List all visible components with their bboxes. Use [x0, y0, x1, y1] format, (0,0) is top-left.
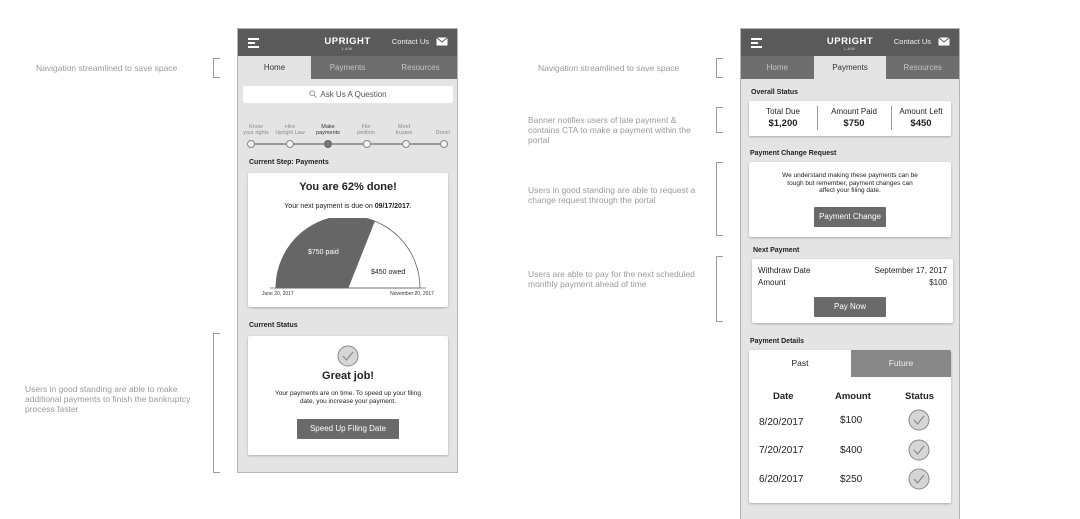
mail-icon[interactable]	[436, 37, 448, 46]
tab-resources[interactable]: Resources	[903, 63, 942, 72]
bracket-right-paynext	[716, 256, 723, 322]
phone-payments-screen	[740, 28, 960, 519]
search-placeholder: Ask Us A Question	[320, 90, 387, 99]
row-amount: $250	[840, 474, 863, 485]
current-step-label: Current Step: Payments	[249, 159, 329, 166]
withdraw-date-value: September 17, 2017	[874, 266, 947, 275]
column-header-status: Status	[905, 391, 935, 402]
gauge-start-date: June 20, 2017	[262, 291, 294, 297]
row-date: 8/20/2017	[759, 417, 804, 428]
payment-change-label: Payment Change Request	[750, 150, 837, 157]
status-title: Great job!	[322, 370, 374, 382]
status-text: Your payments are on time. To speed up your filing date, you increase your payment.	[275, 390, 421, 405]
amount-paid	[817, 101, 891, 135]
pay-now-button[interactable]: Pay Now	[814, 297, 886, 317]
step-label-know: Know your rights	[243, 124, 269, 136]
tab-home[interactable]: Home	[238, 56, 311, 79]
contact-us-link[interactable]: Contact Us	[893, 37, 931, 46]
step-label-payments: Make payments	[316, 124, 340, 136]
row-amount: $400	[840, 445, 863, 456]
bracket-right-nav	[716, 58, 723, 78]
current-status-label: Current Status	[249, 322, 298, 329]
logo-subtitle: LAW	[341, 46, 354, 51]
amount-label: Amount	[758, 278, 786, 287]
main-tabs	[238, 56, 457, 79]
top-bar	[238, 29, 457, 56]
tab-payments[interactable]: Payments	[814, 56, 887, 79]
total-due-value: $1,200	[768, 118, 798, 129]
row-date: 7/20/2017	[759, 445, 804, 456]
withdraw-date-label: Withdraw Date	[758, 266, 811, 275]
logo[interactable]: UPRIGHT	[826, 36, 874, 47]
amount-left	[891, 101, 951, 135]
payment-change-card	[749, 162, 951, 237]
speed-up-filing-button[interactable]: Speed Up Filing Date	[297, 419, 399, 439]
step-label-file: File petition	[357, 124, 375, 136]
check-circle-icon	[908, 439, 930, 461]
overall-status-label: Overall Status	[751, 89, 799, 96]
annotation-left-nav: Navigation streamlined to save space	[36, 63, 178, 73]
payment-details-label: Payment Details	[750, 338, 805, 345]
progress-card	[248, 173, 448, 307]
overall-status-banner	[749, 101, 951, 136]
payment-change-button[interactable]: Payment Change	[814, 207, 886, 227]
annotation-left-payments: Users in good standing are able to make additional payments to finish the bankruptcy process faster	[25, 384, 191, 414]
progress-title: You are 62% done!	[299, 181, 397, 193]
total-due-label: Total Due	[766, 107, 800, 116]
status-card	[248, 336, 448, 455]
check-circle-icon	[337, 345, 359, 367]
phone-home-screen	[237, 28, 458, 473]
logo[interactable]: UPRIGHT	[324, 36, 371, 47]
details-tab-past[interactable]: Past	[749, 350, 851, 377]
step-label-meet: Meet trustee	[395, 124, 413, 136]
bracket-left-payments	[213, 333, 220, 473]
check-circle-icon	[908, 409, 930, 431]
details-tab-future[interactable]: Future	[851, 350, 951, 377]
stepper-line	[252, 143, 444, 145]
annotation-right-banner: Banner notifies users of late payment & contains CTA to make a payment within the portal	[528, 115, 691, 145]
row-date: 6/20/2017	[759, 474, 804, 485]
column-header-amount: Amount	[835, 391, 871, 402]
tab-payments[interactable]: Payments	[329, 63, 366, 72]
bracket-left-nav	[213, 58, 220, 78]
contact-us-link[interactable]: Contact Us	[391, 37, 429, 46]
gauge-end-date: November 20, 2017	[390, 291, 434, 297]
bracket-right-banner	[716, 107, 723, 133]
annotation-right-paynext: Users are able to pay for the next scheduled monthly payment ahead of time	[528, 269, 695, 289]
next-payment-label: Next Payment	[753, 247, 800, 254]
payment-details-card	[749, 350, 951, 503]
progress-gauge	[248, 218, 448, 298]
bracket-right-change	[716, 162, 723, 236]
row-amount: $100	[840, 415, 863, 426]
next-payment-text: Your next payment is due on 09/17/2017.	[284, 203, 412, 210]
amount-left-label: Amount Left	[899, 107, 943, 116]
annotation-right-nav: Navigation streamlined to save space	[538, 63, 680, 73]
next-payment-card	[752, 259, 953, 323]
search-icon	[309, 90, 317, 98]
amount-value: $100	[929, 278, 947, 287]
step-label-done: Done!	[435, 130, 451, 136]
amount-left-value: $450	[910, 118, 932, 129]
gauge-paid-label: $750 paid	[308, 249, 339, 256]
step-dot	[402, 140, 410, 148]
gauge-owed-label: $450 owed	[371, 269, 406, 276]
amount-paid-value: $750	[843, 118, 865, 129]
step-label-hire: Hire Upright Law	[275, 124, 305, 136]
annotation-right-change: Users in good standing are able to request a change request through the portal	[528, 185, 696, 205]
column-header-date: Date	[773, 391, 794, 402]
step-dot	[286, 140, 294, 148]
check-circle-icon	[908, 468, 930, 490]
main-tabs	[741, 56, 959, 79]
tab-home[interactable]: Home	[766, 63, 788, 72]
logo-subtitle: LAW	[844, 46, 856, 51]
payment-change-text: We understand making these payments can be tough but remember, payment changes can affect your filing date.	[782, 172, 918, 194]
step-dot	[247, 140, 255, 148]
tab-resources[interactable]: Resources	[401, 63, 440, 72]
step-dot	[363, 140, 371, 148]
top-bar	[741, 29, 959, 56]
total-due	[749, 101, 817, 135]
step-dot	[440, 140, 448, 148]
search-input[interactable]	[243, 86, 453, 103]
mail-icon[interactable]	[938, 37, 950, 46]
amount-paid-label: Amount Paid	[831, 107, 877, 116]
step-dot-active	[324, 140, 332, 148]
